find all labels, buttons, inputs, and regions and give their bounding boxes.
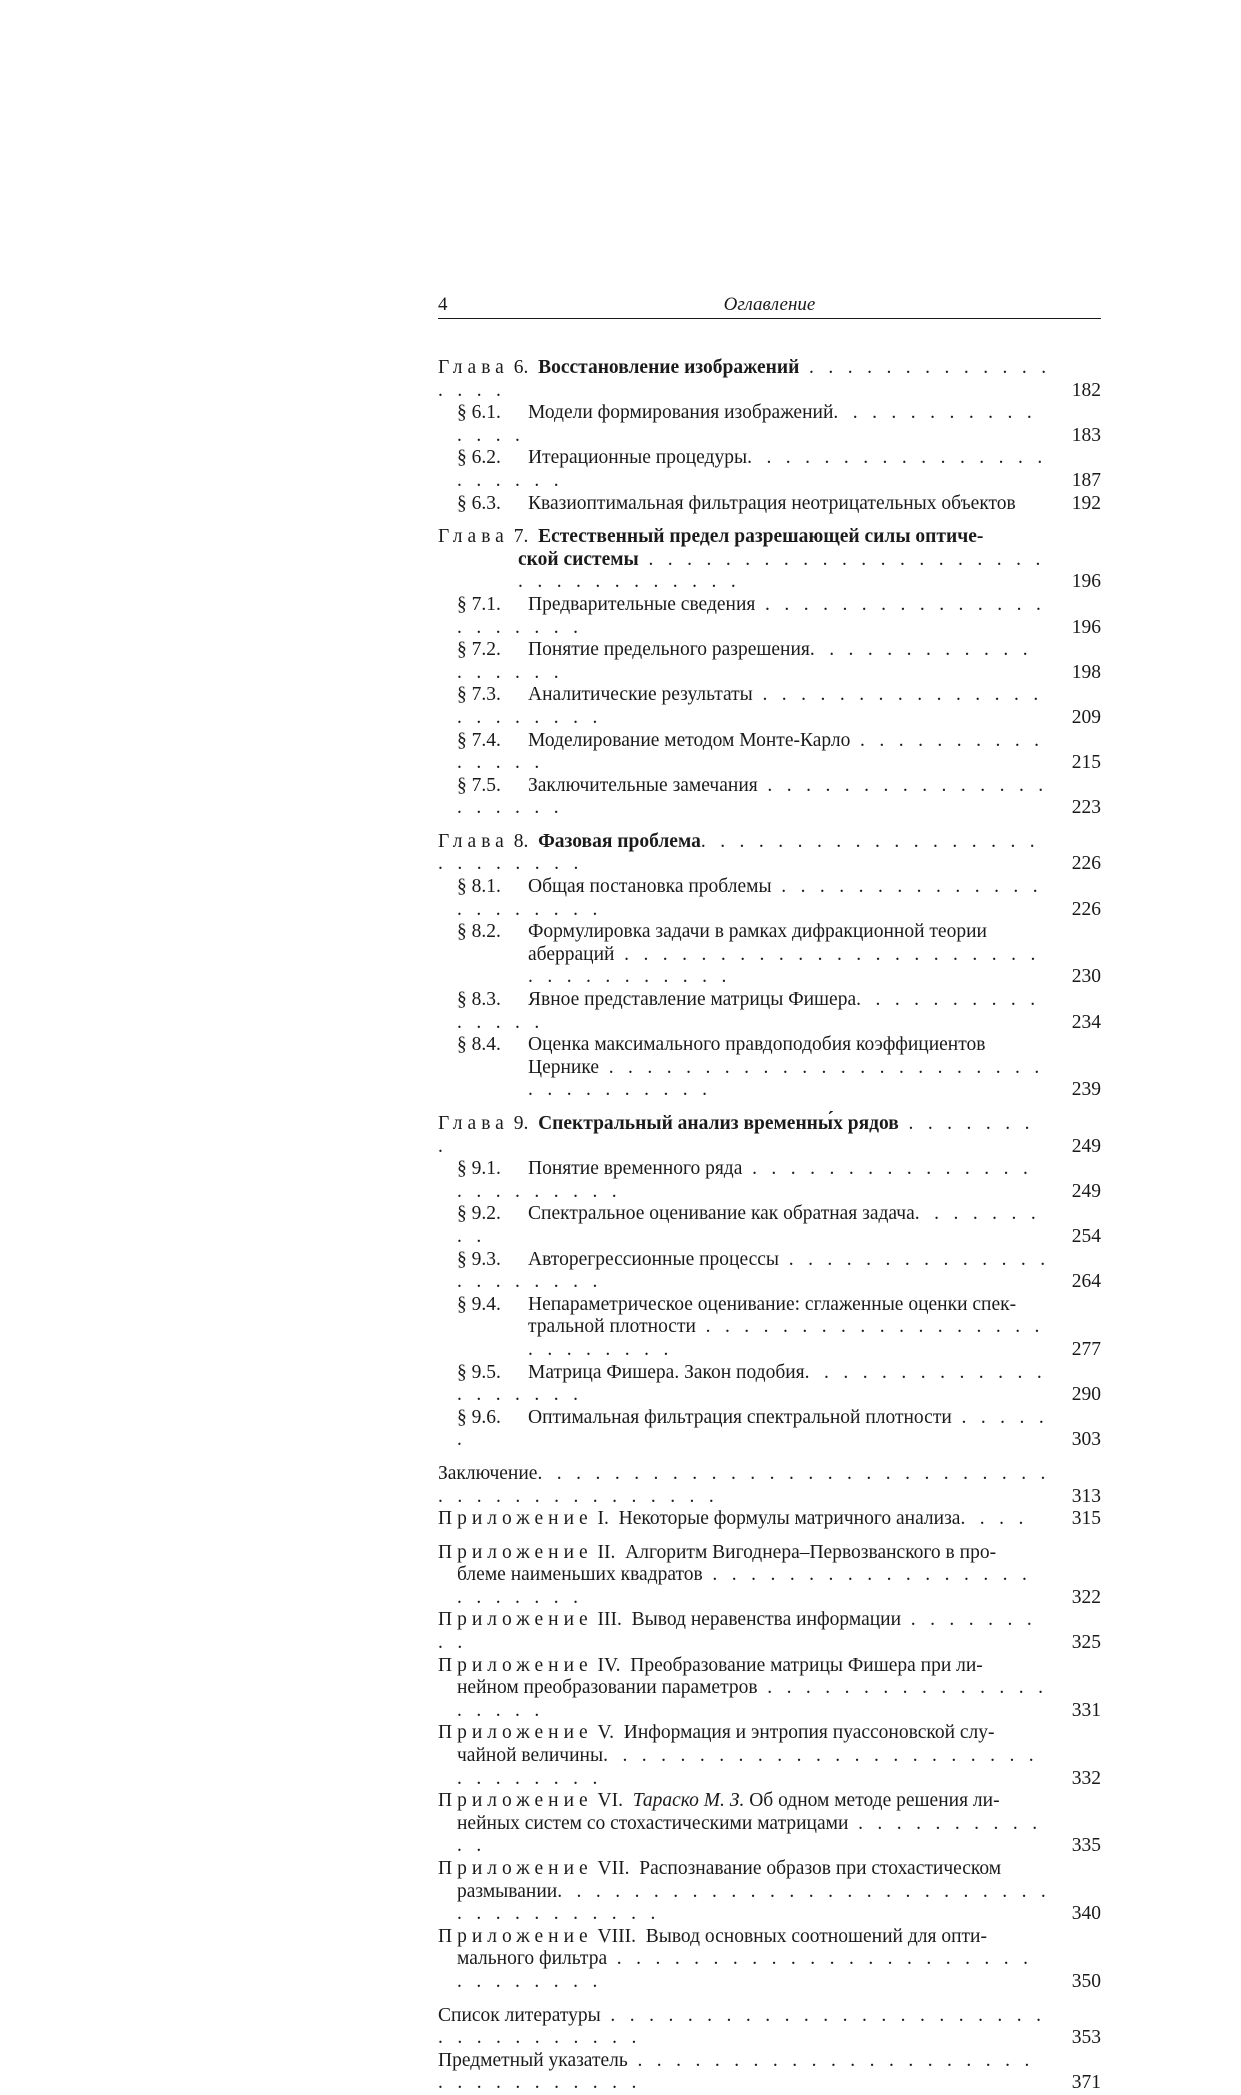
section-entry[interactable]: § 9.6. Оптимальная фильтрация спектральной плотности . . . . . . 303 <box>457 1406 1101 1451</box>
chapter-title: Естественный предел разрешающей силы оптиче- <box>538 526 984 548</box>
section-entry[interactable]: § 8.4. Оценка максимального правдоподобия коэффициентов Цернике . . . . . . . . . . . . . . . . . . . . . . . . . . . . . . . . . 239 <box>457 1034 1101 1101</box>
section-entry[interactable]: § 7.3. Аналитические результаты . . . . . . . . . . . . . . . . . . . . . . . 209 <box>457 684 1101 728</box>
running-header <box>438 294 1101 319</box>
chapter-title: Спектральный анализ временны́х рядов <box>538 1113 899 1134</box>
chapter-entry[interactable]: Глава 7. Естественный предел разрешающей силы оптиче- ской системы . . . . . . . . . . . . . . . . . . . . . . . . . . . . . . . . . 196 <box>438 526 1101 593</box>
page-ref: 264 <box>1071 1271 1101 1293</box>
page-ref: 350 <box>1071 1970 1101 1992</box>
author-name: Тараско М. З. <box>632 1790 745 1812</box>
page-ref: 239 <box>1071 1079 1101 1101</box>
page-ref: 303 <box>1071 1429 1101 1451</box>
chapter-7-group <box>438 526 1101 820</box>
chapter-8-group <box>438 831 1101 1102</box>
page-ref: 313 <box>1071 1485 1101 1507</box>
chapter-entry[interactable]: Глава 6. Восстановление изображений . . . . . . . . . . . . . . . . . 182 <box>438 357 1101 401</box>
page-ref: 325 <box>1071 1632 1101 1654</box>
page-ref: 226 <box>1071 853 1101 875</box>
page-ref: 183 <box>1071 424 1101 446</box>
appendix-entry[interactable]: Приложение III. Вывод неравенства информации . . . . . . . . . 325 <box>438 1609 1101 1654</box>
page-number: 4 <box>438 294 448 315</box>
page-ref: 322 <box>1071 1586 1101 1608</box>
running-title: Оглавление <box>723 294 816 315</box>
page-ref: 230 <box>1071 966 1101 988</box>
chapter-9-group <box>438 1113 1101 1452</box>
back-matter-group <box>438 2005 1101 2095</box>
page-ref: 340 <box>1071 1903 1101 1925</box>
appendix-entry[interactable]: Приложение VI. Тараско М. З. Об одном методе решения ли- нейных систем со стохастическими матрицами . . . . . . . . . . . . 335 <box>438 1790 1101 1857</box>
section-entry[interactable]: § 7.5. Заключительные замечания . . . . . . . . . . . . . . . . . . . . . 223 <box>457 774 1101 819</box>
appendix-entry[interactable]: Приложение V. Информация и энтропия пуассоновской слу- чайной величины. . . . . . . . . . . . . . . . . . . . . . . . . . . . . . . 332 <box>438 1722 1101 1789</box>
section-entry[interactable]: § 6.3. Квазиоптимальная фильтрация неотрицательных объектов 192 <box>457 492 1101 514</box>
appendix-entry[interactable]: Приложение VIII. Вывод основных соотношений для опти- мального фильтра . . . . . . . . . . . . . . . . . . . . . . . . . . . . . . 350 <box>438 1925 1101 1992</box>
page-ref: 332 <box>1071 1767 1101 1789</box>
conclusion-group <box>438 1463 1101 1531</box>
section-entry[interactable]: § 6.2. Итерационные процедуры. . . . . . . . . . . . . . . . . . . . . . 187 <box>457 447 1101 491</box>
references-entry[interactable]: Список литературы . . . . . . . . . . . . . . . . . . . . . . . . . . . . . . . . . . 353 <box>438 2004 1101 2049</box>
appendix-entry[interactable]: Приложение VII. Распознавание образов при стохастическом размывании. . . . . . . . . . . . . . . . . . . . . . . . . . . . . . . . . . . . . 340 <box>438 1858 1101 1925</box>
page-ref: 331 <box>1071 1699 1101 1721</box>
appendix-entry[interactable]: Приложение IV. Преобразование матрицы Фишера при ли- нейном преобразовании параметров . . . . . . . . . . . . . . . . . . . . 331 <box>438 1654 1101 1721</box>
chapter-title: Фазовая проблема <box>538 830 701 852</box>
page-ref: 249 <box>1071 1180 1101 1202</box>
section-entry[interactable]: § 8.2. Формулировка задачи в рамках дифракционной теории аберраций . . . . . . . . . . . . . . . . . . . . . . . . . . . . . . . . . 230 <box>457 921 1101 988</box>
section-entry[interactable]: § 9.5. Матрица Фишера. Закон подобия. . . . . . . . . . . . . . . . . . . . 290 <box>457 1361 1101 1406</box>
page-ref: 290 <box>1071 1384 1101 1406</box>
page-ref: 198 <box>1071 661 1101 683</box>
page-ref: 182 <box>1071 379 1101 401</box>
page-ref: 196 <box>1071 616 1101 638</box>
page-ref: 223 <box>1071 797 1101 819</box>
page-ref: 196 <box>1071 571 1101 593</box>
section-entry[interactable]: § 7.1. Предварительные сведения . . . . . . . . . . . . . . . . . . . . . . 196 <box>457 593 1101 638</box>
page-ref: 277 <box>1071 1338 1101 1360</box>
section-entry[interactable]: § 7.2. Понятие предельного разрешения. . . . . . . . . . . . . . . . . . 198 <box>457 639 1101 683</box>
page-ref: 249 <box>1071 1135 1101 1157</box>
chapter-title: Восстановление изображений <box>538 357 800 378</box>
section-entry[interactable]: § 9.4. Непараметрическое оценивание: сглаженные оценки спек- тральной плотности . . . . . . . . . . . . . . . . . . . . . . . . . . 277 <box>457 1293 1101 1360</box>
page-ref: 335 <box>1071 1835 1101 1857</box>
appendices-group <box>438 1542 1101 1994</box>
page-ref: 353 <box>1071 2027 1101 2049</box>
chapter-entry[interactable]: Глава 9. Спектральный анализ временны́х рядов . . . . . . . . 249 <box>438 1113 1101 1157</box>
page-ref: 187 <box>1071 469 1101 491</box>
page-ref: 209 <box>1071 706 1101 728</box>
section-entry[interactable]: § 9.2. Спектральное оценивание как обратная задача. . . . . . . . . 254 <box>457 1203 1101 1247</box>
conclusion-entry[interactable]: Заключение. . . . . . . . . . . . . . . . . . . . . . . . . . . . . . . . . . . . . . . . . . 313 <box>438 1462 1101 1507</box>
chapter-6-group <box>438 357 1101 515</box>
page-ref: 254 <box>1071 1225 1101 1247</box>
table-of-contents <box>438 357 1101 2095</box>
page-ref: 226 <box>1071 898 1101 920</box>
index-entry[interactable]: Предметный указатель . . . . . . . . . . . . . . . . . . . . . . . . . . . . . . . . 371 <box>438 2049 1101 2094</box>
page-ref: 192 <box>1071 492 1101 514</box>
toc-page <box>438 294 1101 2095</box>
section-entry[interactable]: § 8.1. Общая постановка проблемы . . . . . . . . . . . . . . . . . . . . . . 226 <box>457 876 1101 920</box>
appendix-entry[interactable]: Приложение II. Алгоритм Вигоднера–Первозванского в про- блеме наименьших квадратов . . . . . . . . . . . . . . . . . . . . . . . . 322 <box>438 1541 1101 1608</box>
appendix-entry[interactable]: Приложение I. Некоторые формулы матричного анализа. . . . 315 <box>438 1508 1101 1530</box>
page-ref: 371 <box>1071 2072 1101 2094</box>
section-entry[interactable]: § 6.1. Модели формирования изображений. . . . . . . . . . . . . . . 183 <box>457 402 1101 446</box>
page-ref: 234 <box>1071 1011 1101 1033</box>
section-entry[interactable]: § 7.4. Моделирование методом Монте-Карло . . . . . . . . . . . . . . . 215 <box>457 729 1101 774</box>
section-entry[interactable]: § 9.3. Авторегрессионные процессы . . . . . . . . . . . . . . . . . . . . . . 264 <box>457 1248 1101 1293</box>
page-ref: 215 <box>1071 752 1101 774</box>
page-ref: 315 <box>1071 1508 1101 1530</box>
chapter-entry[interactable]: Глава 8. Фазовая проблема. . . . . . . . . . . . . . . . . . . . . . . . . . 226 <box>438 830 1101 875</box>
section-entry[interactable]: § 9.1. Понятие временного ряда . . . . . . . . . . . . . . . . . . . . . . . . 249 <box>457 1158 1101 1202</box>
section-entry[interactable]: § 8.3. Явное представление матрицы Фишера. . . . . . . . . . . . . . . 234 <box>457 989 1101 1033</box>
